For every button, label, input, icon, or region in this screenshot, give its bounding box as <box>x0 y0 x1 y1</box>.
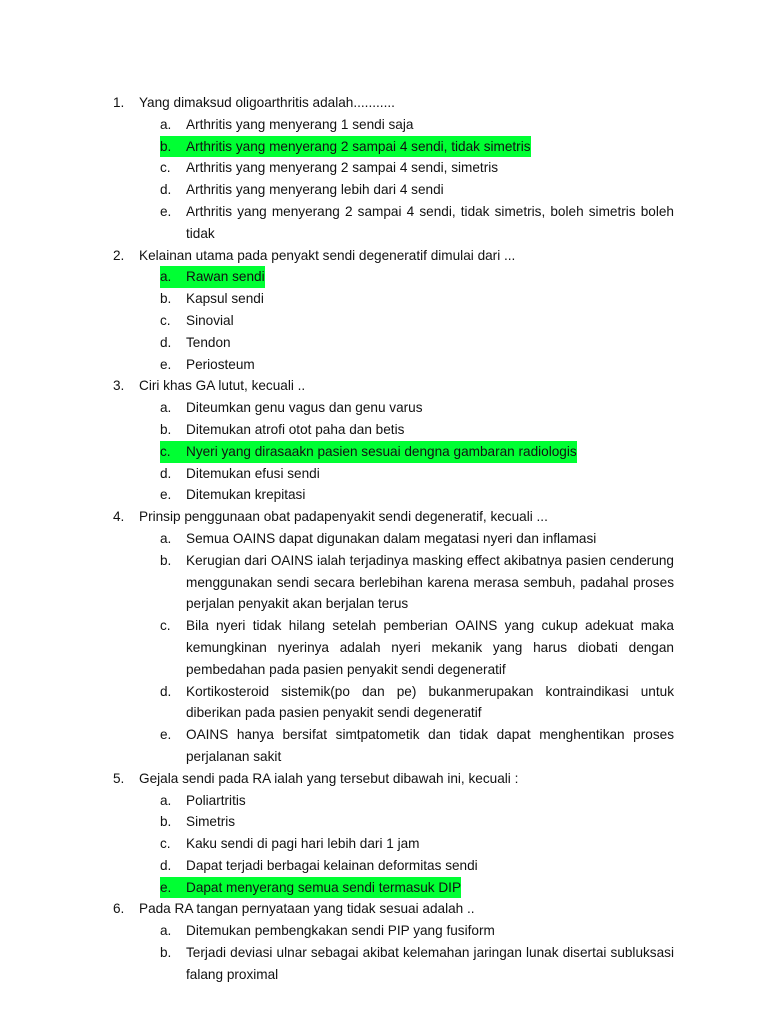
option-text: Kapsul sendi <box>186 291 264 307</box>
question-stem <box>113 506 674 528</box>
question-stem <box>113 768 674 790</box>
question-text: Kelainan utama pada penyakt sendi degeneratif dimulai dari ... <box>139 247 516 263</box>
option-letter: a. <box>160 400 172 416</box>
option-letter: e. <box>160 356 172 372</box>
option-item <box>113 419 674 441</box>
option-text: Tendon <box>186 334 231 350</box>
option-letter: c. <box>160 836 171 852</box>
option-letter: b. <box>160 945 172 961</box>
option-text: Kerugian dari OAINS ialah terjadinya masking effect akibatnya pasien cenderung menggunakan sendi secara berlebihan karena merasa sembuh, padahal proses perjalan penyakit akan berjalan terus <box>186 552 674 612</box>
question-5 <box>113 768 674 899</box>
option-list <box>113 528 674 768</box>
option-item <box>113 528 674 550</box>
option-letter: d. <box>160 465 172 481</box>
option-letter: a. <box>160 792 172 808</box>
option-item <box>113 724 674 768</box>
question-6 <box>113 898 674 985</box>
option-letter: e. <box>160 879 172 895</box>
option-text: Dapat terjadi berbagai kelainan deformitas sendi <box>186 857 478 873</box>
option-text: Kaku sendi di pagi hari lebih dari 1 jam <box>186 836 420 852</box>
option-text: Arthritis yang menyerang lebih dari 4 sendi <box>186 182 444 198</box>
option-list <box>113 114 674 245</box>
option-text: Ditemukan krepitasi <box>186 487 306 503</box>
answer-highlight <box>160 266 265 288</box>
option-text: Rawan sendi <box>186 269 265 285</box>
answer-highlight <box>160 877 461 899</box>
option-list <box>113 920 674 985</box>
question-1 <box>113 92 674 245</box>
option-letter: a. <box>160 530 172 546</box>
question-number: 6. <box>113 901 125 917</box>
option-letter: a. <box>160 116 172 132</box>
option-item <box>113 157 674 179</box>
option-text: OAINS hanya bersifat simtpatometik dan tidak dapat menghentikan proses perjalanan sakit <box>186 727 674 764</box>
option-text: Ditemukan efusi sendi <box>186 465 320 481</box>
question-number: 3. <box>113 378 125 394</box>
option-item-highlighted <box>113 136 674 158</box>
question-stem <box>113 245 674 267</box>
option-letter: a. <box>160 269 172 285</box>
option-item <box>113 397 674 419</box>
option-letter: e. <box>160 203 172 219</box>
option-list <box>113 397 674 506</box>
option-list <box>113 790 674 899</box>
option-item <box>113 811 674 833</box>
answer-highlight <box>160 441 577 463</box>
question-3 <box>113 375 674 506</box>
option-text: Sinovial <box>186 312 234 328</box>
option-letter: b. <box>160 421 172 437</box>
question-number: 5. <box>113 770 125 786</box>
option-text: Arthritis yang menyerang 1 sendi saja <box>186 116 414 132</box>
option-letter: c. <box>160 443 171 459</box>
option-letter: c. <box>160 312 171 328</box>
question-stem <box>113 898 674 920</box>
option-text: Arthritis yang menyerang 2 sampai 4 sendi, simetris <box>186 160 499 176</box>
question-text: Gejala sendi pada RA ialah yang tersebut dibawah ini, kecuali : <box>139 770 519 786</box>
question-text: Pada RA tangan pernyataan yang tidak sesuai adalah .. <box>139 901 475 917</box>
option-letter: b. <box>160 552 172 568</box>
option-letter: b. <box>160 138 172 154</box>
option-item <box>113 354 674 376</box>
answer-highlight <box>160 136 531 158</box>
question-2 <box>113 245 674 376</box>
option-item <box>113 179 674 201</box>
option-text: Nyeri yang dirasaakn pasien sesuai dengna gambaran radiologis <box>186 443 577 459</box>
option-letter: d. <box>160 683 172 699</box>
option-text: Bila nyeri tidak hilang setelah pemberian OAINS yang cukup adekuat maka kemungkinan nyerinya adalah nyeri mekanik yang harus diobati dengan pembedahan pada pasien penyakit sendi degeneratif <box>186 618 674 677</box>
option-letter: d. <box>160 334 172 350</box>
option-text: Semua OAINS dapat digunakan dalam megatasi nyeri dan inflamasi <box>186 530 597 546</box>
option-letter: e. <box>160 487 172 503</box>
option-text: Ditemukan atrofi otot paha dan betis <box>186 421 405 437</box>
option-text: Arthritis yang menyerang 2 sampai 4 sendi, tidak simetris <box>186 138 531 154</box>
option-item <box>113 681 674 725</box>
option-text: Ditemukan pembengkakan sendi PIP yang fusiform <box>186 923 495 939</box>
option-item-highlighted <box>113 441 674 463</box>
option-text: Diteumkan genu vagus dan genu varus <box>186 400 423 416</box>
option-item <box>113 201 674 245</box>
question-number: 2. <box>113 247 125 263</box>
question-text: Ciri khas GA lutut, kecuali .. <box>139 378 306 394</box>
option-item <box>113 332 674 354</box>
option-text: Simetris <box>186 814 236 830</box>
option-item <box>113 463 674 485</box>
option-letter: a. <box>160 923 172 939</box>
option-item <box>113 942 674 986</box>
option-letter: b. <box>160 814 172 830</box>
option-letter: b. <box>160 291 172 307</box>
option-item <box>113 920 674 942</box>
option-text: Terjadi deviasi ulnar sebagai akibat kelemahan jaringan lunak disertai subluksasi falang proximal <box>186 945 674 982</box>
option-letter: c. <box>160 618 171 634</box>
option-item <box>113 484 674 506</box>
option-item-highlighted <box>113 266 674 288</box>
question-number: 1. <box>113 95 125 110</box>
option-text: Kortikosteroid sistemik(po dan pe) bukanmerupakan kontraindikasi untuk diberikan pada pasien penyakit sendi degeneratif <box>186 683 674 721</box>
option-text: Arthritis yang menyerang 2 sampai 4 sendi, tidak simetris, boleh simetris boleh tidak <box>186 203 674 241</box>
question-4 <box>113 506 674 768</box>
question-stem <box>113 92 674 114</box>
option-item <box>113 310 674 332</box>
option-letter: c. <box>160 160 171 176</box>
question-stem <box>113 375 674 397</box>
option-item-highlighted <box>113 877 674 899</box>
option-text: Poliartritis <box>186 792 246 808</box>
option-item <box>113 833 674 855</box>
option-item <box>113 855 674 877</box>
option-item <box>113 114 674 136</box>
option-item <box>113 615 674 680</box>
option-letter: e. <box>160 727 172 743</box>
option-text: Dapat menyerang semua sendi termasuk DIP <box>186 879 462 895</box>
option-text: Periosteum <box>186 356 255 372</box>
option-list <box>113 266 674 375</box>
option-item <box>113 550 674 615</box>
question-text: Prinsip penggunaan obat padapenyakit sendi degeneratif, kecuali ... <box>139 509 548 525</box>
option-letter: d. <box>160 857 172 873</box>
question-text: Yang dimaksud oligoarthritis adalah........... <box>139 95 395 110</box>
option-item <box>113 288 674 310</box>
option-item <box>113 790 674 812</box>
question-number: 4. <box>113 509 125 525</box>
option-letter: d. <box>160 182 172 198</box>
